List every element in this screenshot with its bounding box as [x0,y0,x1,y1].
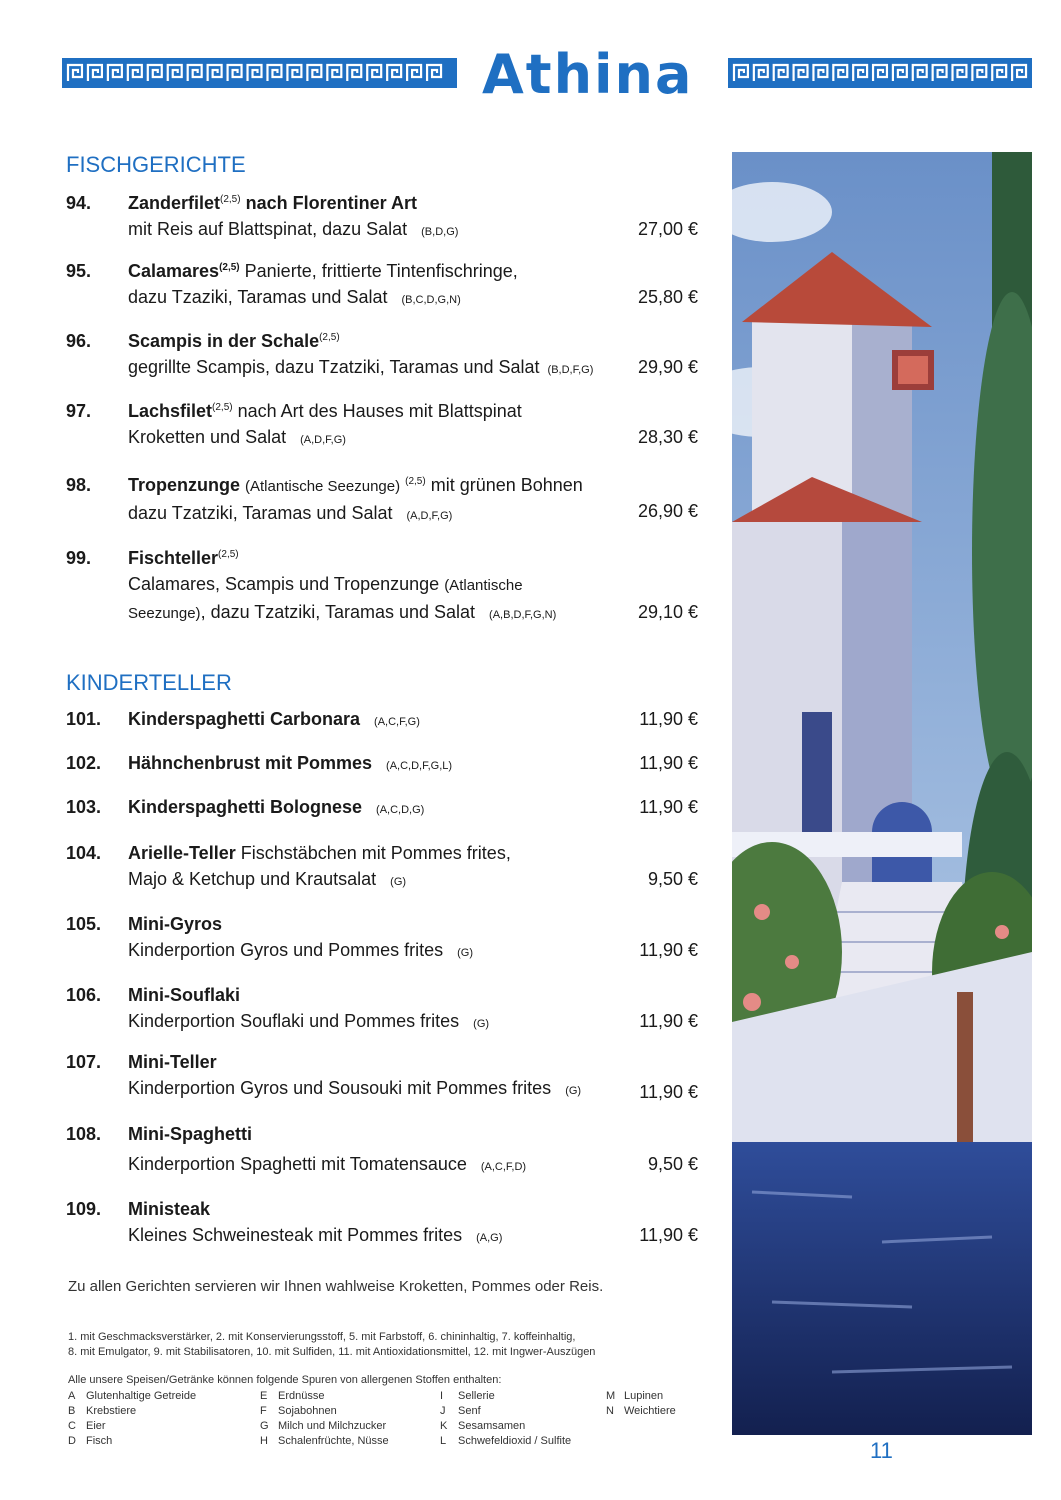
item-name-note: (Atlantische Seezunge) [245,478,401,495]
item-name-rest: Fischstäbchen mit Pommes frites, [240,843,511,863]
item-description: Kroketten und Salat [128,427,287,447]
item-additives: (2,5) [220,194,241,205]
allergen-label: Schwefeldioxid / Sulfite [458,1435,572,1447]
allergen-label: Erdnüsse [278,1390,325,1402]
greek-meander-border-right [728,58,1032,88]
item-number: 106. [66,985,102,1005]
item-allergens: (G) [473,1018,490,1030]
item-name-rest: nach Art des Hauses mit Blattspinat [237,401,522,421]
allergen-code: C [68,1420,76,1432]
allergen-label: Glutenhaltige Getreide [86,1390,197,1402]
allergen-code: L [440,1435,447,1447]
item-number: 104. [66,843,102,863]
allergen-column [68,1389,196,1449]
page-number: 11 [870,1438,893,1463]
item-allergens: (A,G) [476,1232,503,1244]
greek-house-painting [732,152,1032,1435]
item-additives: (2,5) [218,549,239,560]
item-description: mit Reis auf Blattspinat, dazu Salat [128,219,408,239]
item-name: Kinderspaghetti Carbonara [128,709,361,729]
item-number: 103. [66,797,102,817]
item-name: Arielle-Teller [128,843,236,863]
item-price: 11,90 € [639,797,698,817]
item-price: 11,90 € [639,1225,698,1245]
item-additives: (2,5) [212,402,233,413]
item-number: 105. [66,914,102,934]
item-number: 94. [66,193,92,213]
item-number: 98. [66,475,92,495]
side-dish-note: Zu allen Gerichten servieren wir Ihnen wahlweise Kroketten, Pommes oder Reis. [68,1278,604,1295]
item-number: 109. [66,1199,102,1219]
item-description-note: Seezunge) [128,605,201,622]
item-price: 26,90 € [637,501,698,521]
item-description: Kinderportion Spaghetti mit Tomatensauce [128,1154,467,1174]
item-number: 101. [66,709,102,729]
allergen-code: J [440,1405,446,1417]
allergen-label: Senf [458,1405,481,1417]
item-description: Kinderportion Souflaki und Pommes frites [128,1011,460,1031]
allergen-column [440,1389,571,1449]
allergen-label: Sojabohnen [278,1405,337,1417]
item-allergens: (A,C,F,D) [480,1161,527,1173]
allergen-code: K [440,1420,448,1432]
item-name: Kinderspaghetti Bolognese [128,797,363,817]
item-description: Majo & Ketchup und Krautsalat [128,869,377,889]
page-header [0,38,1061,108]
item-name: Mini-Teller [128,1052,217,1072]
allergen-intro: Alle unsere Speisen/Getränke können folgende Spuren von allergenen Stoffen enthalten: [68,1374,502,1386]
item-description: dazu Tzaziki, Taramas und Salat [128,287,388,307]
item-description: , dazu Tzatziki, Taramas und Salat [200,602,476,622]
item-price: 11,90 € [639,1011,698,1031]
item-allergens: (G) [390,876,407,888]
item-name-rest: Panierte, frittierte Tintenfischringe, [244,261,518,281]
item-number: 107. [66,1052,102,1072]
item-additives: (2,5) [319,332,340,343]
greek-meander-border-left [62,58,457,88]
allergen-code: I [440,1390,444,1402]
allergen-column [606,1389,676,1419]
allergen-label: Eier [86,1420,106,1432]
item-name: Zanderfilet [128,193,221,213]
item-name-rest: nach Florentiner Art [245,193,417,213]
allergen-label: Krebstiere [86,1405,137,1417]
item-allergens: (B,D,G) [421,226,459,238]
item-description: gegrillte Scampis, dazu Tzatziki, Taramas und Salat [128,357,540,377]
allergen-code: H [260,1435,268,1447]
allergen-label: Lupinen [624,1390,664,1402]
section-title-fischgerichte: FISCHGERICHTE [66,152,246,177]
item-name: Mini-Gyros [128,914,223,934]
allergen-code: N [606,1405,614,1417]
footnote-line: 1. mit Geschmacksverstärker, 2. mit Konservierungsstoff, 5. mit Farbstoff, 6. chininhaltig, 7. koffeinhaltig, [68,1331,576,1343]
item-allergens: (A,D,F,G) [406,510,453,522]
item-price: 9,50 € [647,869,698,889]
item-price: 11,90 € [639,753,698,773]
section-title-kinderteller: KINDERTELLER [66,670,232,695]
item-price: 11,90 € [639,1082,698,1102]
item-number: 99. [66,548,92,568]
allergen-label: Fisch [86,1435,113,1447]
item-description-note: (Atlantische [444,577,523,594]
item-allergens: (A,D,F,G) [300,434,346,446]
item-price: 28,30 € [637,427,698,447]
item-name: Scampis in der Schale [128,331,320,351]
item-number: 97. [66,401,92,421]
item-name: Tropenzunge [128,475,240,495]
item-allergens: (A,C,F,G) [374,716,420,728]
allergen-code: M [606,1390,616,1402]
allergen-label: Sesamsamen [458,1420,526,1432]
item-price: 27,00 € [637,219,698,239]
item-price: 9,50 € [647,1154,698,1174]
item-price: 29,10 € [637,602,698,622]
item-name: Fischteller [128,548,219,568]
allergen-label: Weichtiere [624,1405,676,1417]
item-allergens: (G) [565,1085,582,1097]
item-allergens: (A,B,D,F,G,N) [489,609,557,621]
item-price: 29,90 € [637,357,698,377]
allergen-code: E [260,1390,268,1402]
allergen-code: D [68,1435,76,1447]
item-description: dazu Tzatziki, Taramas und Salat [128,503,393,523]
restaurant-logo: Athina [482,43,694,106]
allergen-label: Schalenfrüchte, Nüsse [278,1435,389,1447]
item-allergens: (B,D,F,G) [547,364,594,376]
footnote-line: 8. mit Emulgator, 9. mit Stabilisatoren, 10. mit Sulfiden, 11. mit Antioxidationsmittel, 12. mit Ingwer-Auszügen [68,1346,596,1358]
item-description: Kleines Schweinesteak mit Pommes frites [128,1225,463,1245]
item-name: Mini-Spaghetti [128,1124,252,1144]
item-name: Lachsfilet [128,401,213,421]
item-name: Mini-Souflaki [128,985,240,1005]
item-number: 108. [66,1124,102,1144]
allergen-code: G [260,1420,269,1432]
item-name: Calamares [128,261,220,281]
allergen-code: F [260,1405,267,1417]
item-price: 11,90 € [639,709,698,729]
allergen-code: A [68,1390,76,1402]
item-price: 25,80 € [637,287,698,307]
item-additives: (2,5) [405,476,426,487]
item-number: 95. [66,261,92,281]
additives-footnotes [68,1330,595,1360]
item-allergens: (B,C,D,G,N) [401,294,461,306]
item-additives: (2,5) [219,262,240,273]
item-allergens: (A,C,D,F,G,L) [386,760,453,772]
allergen-column [260,1389,389,1449]
allergen-label: Sellerie [458,1390,495,1402]
item-name-rest: mit grünen Bohnen [430,475,583,495]
item-number: 96. [66,331,92,351]
item-number: 102. [66,753,102,773]
item-description: Calamares, Scampis und Tropenzunge [128,574,440,594]
item-price: 11,90 € [639,940,698,960]
allergen-label: Milch und Milchzucker [278,1420,387,1432]
item-name: Hähnchenbrust mit Pommes [128,753,373,773]
item-allergens: (A,C,D,G) [376,804,425,816]
item-allergens: (G) [457,947,474,959]
item-description: Kinderportion Gyros und Sousouki mit Pommes frites [128,1078,552,1098]
item-name: Ministeak [128,1199,211,1219]
allergen-code: B [68,1405,76,1417]
item-description: Kinderportion Gyros und Pommes frites [128,940,444,960]
